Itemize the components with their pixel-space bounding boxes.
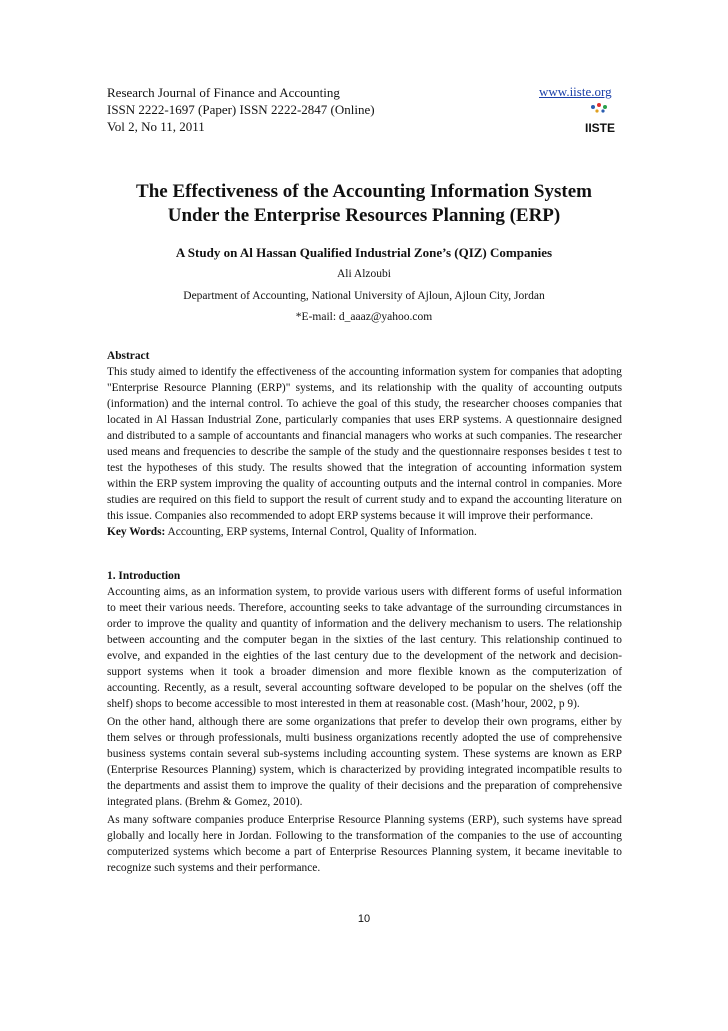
title-line-1: The Effectiveness of the Accounting Information System <box>136 181 592 202</box>
journal-name: Research Journal of Finance and Accounting <box>107 85 340 100</box>
introduction-heading: 1. Introduction <box>107 570 181 582</box>
volume-line: Vol 2, No 11, 2011 <box>107 119 205 134</box>
journal-url-link[interactable]: www.iiste.org <box>539 84 612 99</box>
keywords-text: Accounting, ERP systems, Internal Control, Quality of Information. <box>165 526 477 538</box>
author-email[interactable]: *E-mail: d_aaaz@yahoo.com <box>295 311 433 323</box>
iiste-logo <box>583 101 617 135</box>
paper-title <box>100 180 628 228</box>
introduction-section <box>107 568 622 876</box>
abstract-text: This study aimed to identify the effectiveness of the accounting information system for companies that adopting "Enterprise Resource Planning (ERP)" systems, and its relationship with the quality of accounting outputs (information) and the internal control. To achieve the goal of this study, the researcher chooses companies that located in Al Hassan Industrial Zone, particularly companies that uses ERP systems. A questionnaire designed and distributed to a sample of accountants and financial managers who works at such companies. The researcher used means and frequencies to describe the sample of the study and the questionnaire responses besides t test to test the hypotheses of this study. The results showed that the integration of accounting information system within the ERP system improving the quality of accounting outputs and the internal control in companies. More studies are required on this field to support the result of current study and to expand the accounting literature on this issue. Companies also recommended to adopt ERP systems because it will improve their performance. <box>107 366 622 522</box>
logo-text: IISTE <box>584 121 616 135</box>
intro-paragraph-2: On the other hand, although there are some organizations that prefer to develop their own programs, either by them selves or through professionals, multi business organizations recently adopted the use of comprehensive business systems contain several sub-systems including accounting system. These systems are known as ERP (Enterprise Resources Planning) system, which is characterized by providing integrated incompatible results to the departments and assist them to improve the quality of their decisions and the preparation of comprehensive integrated plans. (Brehm & Gomez, 2010). <box>107 716 622 808</box>
keywords-line <box>107 524 622 540</box>
intro-paragraph-3: As many software companies produce Enterprise Resource Planning systems (ERP), such systems have spread globally and locally here in Jordan. Following to the transformation of the companies to the use of accounting computerized systems which become a part of Enterprise Resources Planning system, it became inevitable to recognize such systems and their performance. <box>107 814 622 874</box>
journal-header <box>107 84 375 135</box>
abstract-heading: Abstract <box>107 350 150 362</box>
paper-subtitle: A Study on Al Hassan Qualified Industrial Zone’s (QIZ) Companies <box>175 245 553 260</box>
abstract-section <box>107 348 622 540</box>
author-name: Ali Alzoubi <box>337 268 391 280</box>
author-affiliation: Department of Accounting, National University of Ajloun, Ajloun City, Jordan <box>183 290 545 302</box>
intro-paragraph-1: Accounting aims, as an information system, to provide various users with different forms of useful information to meet their various needs. Therefore, accounting seeks to take advantage of the surrounding circumstances in order to improve the quality and quantity of information and the delivery mechanism to users. The relationship between accounting and the computer began in the sixties of the last century. This relationship continued to evolve, and expanded in the eighties of the last century due to the development of the network and decision-support systems when it took a broader dimension and more flexible known as the computerization of accounting. Recently, as a result, several accounting software developed to be popular on the shelves (off the shelf) shops to become accessible to most interested in them at reasonable cost. (Mash’hour, 2002, p 9). <box>107 586 622 710</box>
title-line-2: Under the Enterprise Resources Planning (ERP) <box>167 205 561 226</box>
keywords-label: Key Words: <box>107 526 166 538</box>
page-number: 10 <box>357 913 371 925</box>
issn-line: ISSN 2222-1697 (Paper) ISSN 2222-2847 (Online) <box>107 102 375 117</box>
